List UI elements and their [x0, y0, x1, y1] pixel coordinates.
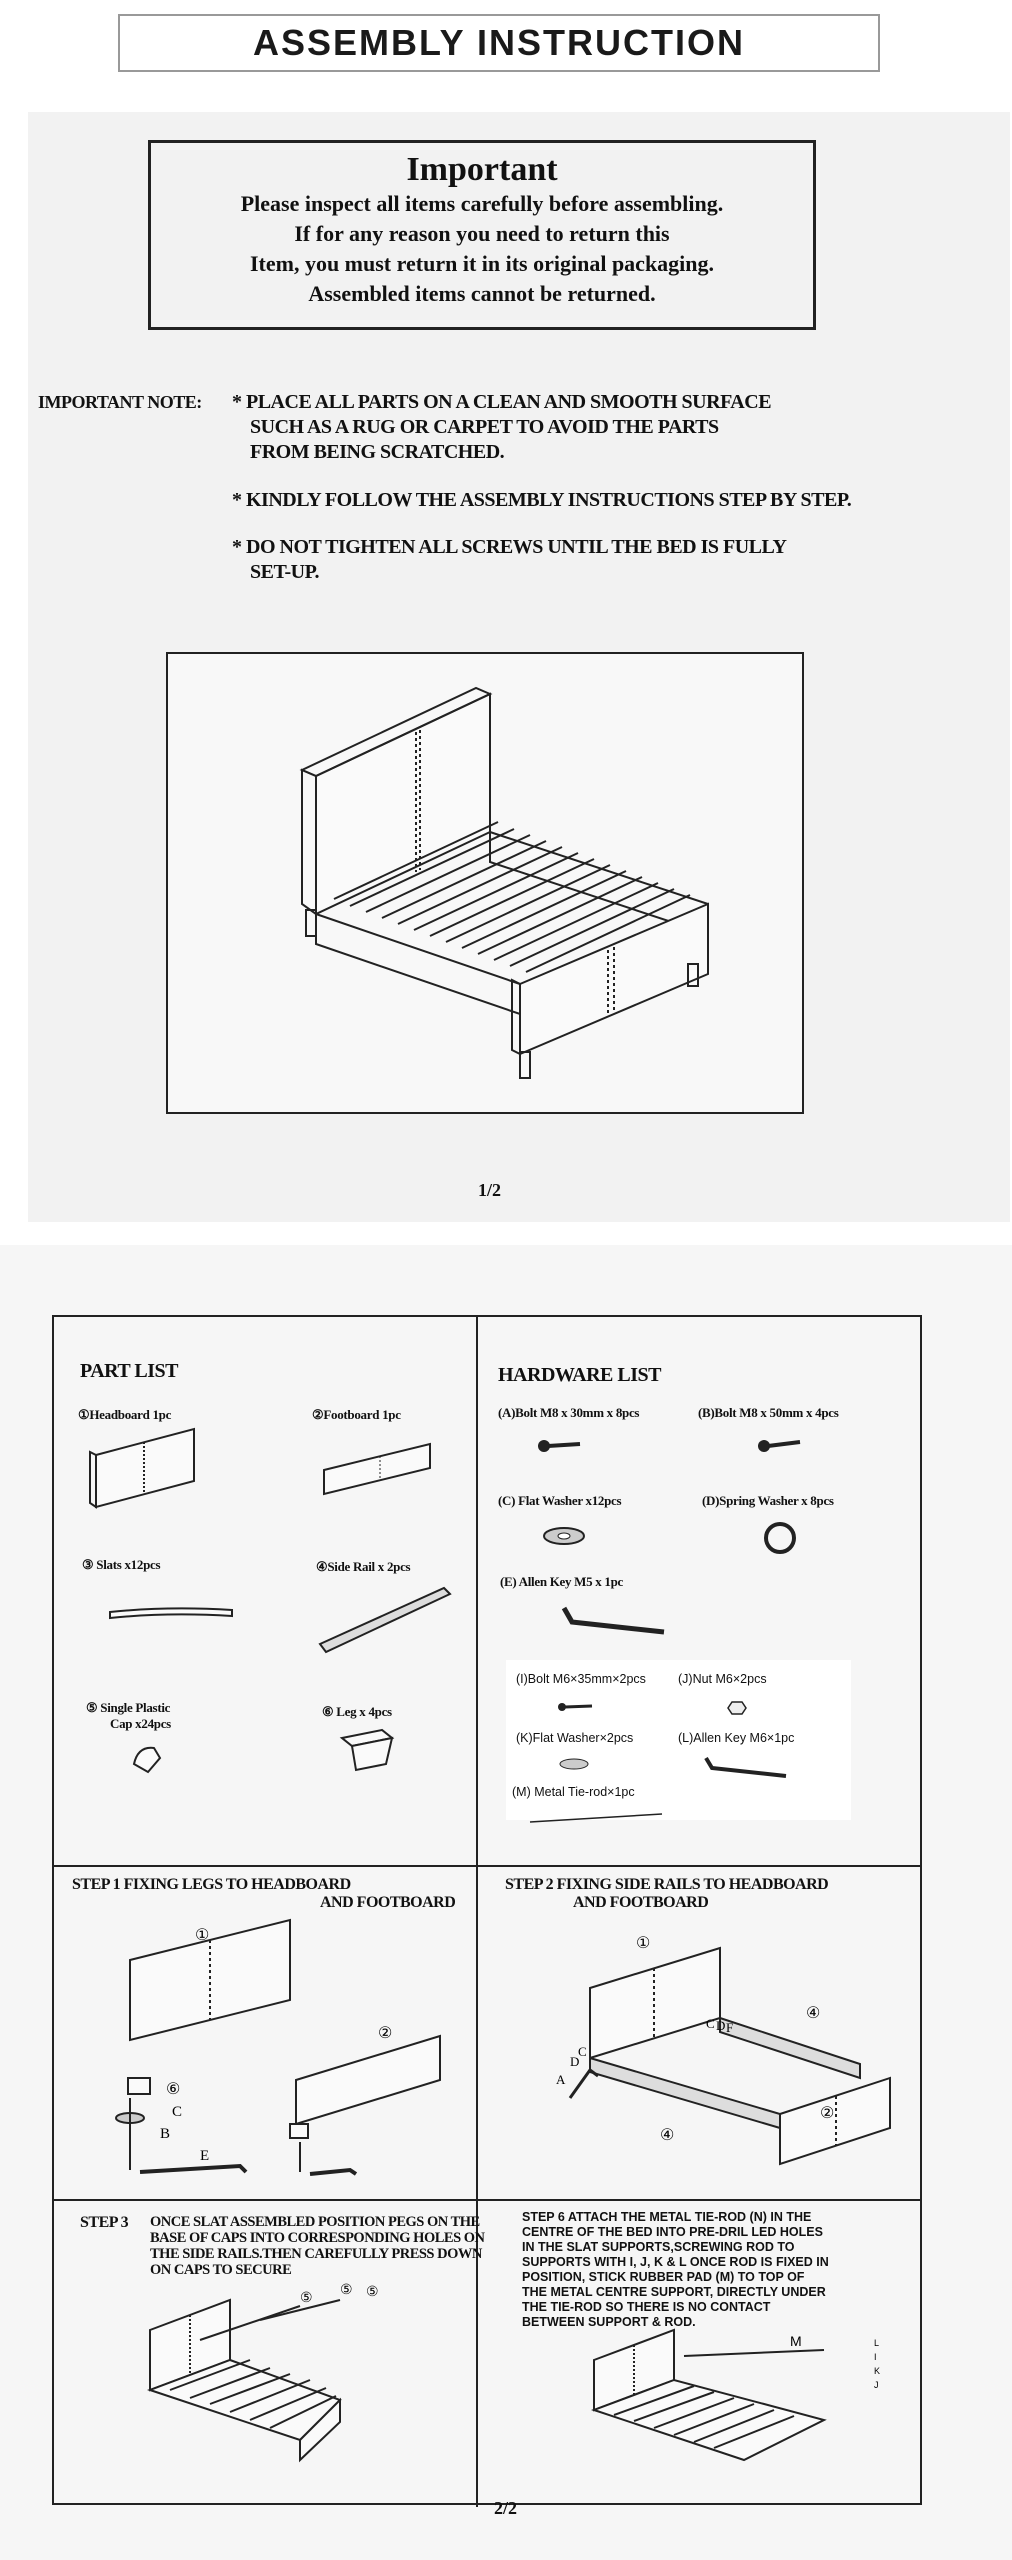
important-line: Assembled items cannot be returned.	[308, 281, 656, 306]
part-footboard-label: ②Footboard 1pc	[312, 1407, 401, 1422]
callout-i: I	[874, 2352, 877, 2362]
note-line: * PLACE ALL PARTS ON A CLEAN AND SMOOTH SURFACE	[232, 391, 772, 413]
step-2-illustration	[530, 1918, 910, 2188]
slat-icon	[108, 1604, 238, 1624]
step-6-text	[522, 2210, 829, 2330]
step-1-illustration	[100, 1910, 480, 2180]
step-3-illustration	[140, 2280, 440, 2460]
note-line: SET-UP.	[250, 561, 319, 583]
important-heading: Important	[406, 151, 558, 188]
step-2-line: STEP 2 FIXING SIDE RAILS TO HEADBOARD	[505, 1876, 829, 1893]
part-headboard-label: ①Headboard 1pc	[78, 1407, 172, 1422]
step-1-line: AND FOOTBOARD	[320, 1894, 456, 1911]
part-cap-line: ⑤ Single Plastic	[86, 1700, 171, 1715]
step-3-line: ON CAPS TO SECURE	[150, 2262, 292, 2278]
part-cap-line: Cap x24pcs	[110, 1716, 171, 1731]
step-6-line: IN THE SLAT SUPPORTS,SCREWING ROD TO	[522, 2240, 795, 2254]
note-line: * DO NOT TIGHTEN ALL SCREWS UNTIL THE BED IS FULLY	[232, 536, 787, 558]
callout-1: ①	[195, 1927, 210, 1944]
callout-m: M	[790, 2333, 802, 2349]
callout-4: ④	[806, 2005, 821, 2022]
leg-icon	[338, 1724, 398, 1774]
step-6-line: STEP 6 ATTACH THE METAL TIE-ROD (N) IN THE	[522, 2210, 812, 2224]
part-cap-label	[86, 1700, 171, 1732]
callout-c: C	[706, 2016, 715, 2031]
headboard-icon	[90, 1425, 210, 1515]
step-6-line: CENTRE OF THE BED INTO PRE-DRIL LED HOLES	[522, 2225, 823, 2239]
step-3-text	[150, 2214, 485, 2278]
step-3-label: STEP 3	[80, 2214, 129, 2231]
hardware-k-label: (K)Flat Washer×2pcs	[516, 1731, 634, 1745]
step-6-line: SUPPORTS WITH I, J, K & L ONCE ROD IS FIXED IN	[522, 2255, 829, 2269]
tie-rod-icon	[528, 1808, 668, 1828]
bed-illustration-frame	[166, 652, 804, 1114]
note-line: FROM BEING SCRATCHED.	[250, 441, 505, 463]
allen-key-icon	[560, 1604, 670, 1634]
hardware-a-label: (A)Bolt M8 x 30mm x 8pcs	[498, 1405, 640, 1420]
callout-f: F	[726, 2020, 734, 2035]
step-6-line: THE METAL CENTRE SUPPORT, DIRECTLY UNDER	[522, 2285, 826, 2299]
hardware-e-label: (E) Allen Key M5 x 1pc	[500, 1574, 624, 1589]
callout-6: ⑥	[166, 2081, 181, 2098]
callout-l: L	[874, 2338, 880, 2348]
callout-5: ⑤	[300, 2291, 313, 2306]
hardware-m-label: (M) Metal Tie-rod×1pc	[512, 1785, 635, 1799]
grid-divider	[54, 2199, 920, 2201]
callout-e: E	[200, 2148, 210, 2164]
step-6-line: POSITION, STICK RUBBER PAD (M) TO TOP OF	[522, 2270, 805, 2284]
hardware-j-label: (J)Nut M6×2pcs	[678, 1672, 767, 1686]
part-leg-label: ⑥ Leg x 4pcs	[322, 1704, 392, 1719]
important-line: Item, you must return it in its original packaging.	[249, 251, 715, 276]
step-1-title	[72, 1876, 455, 1912]
step-2-title	[505, 1876, 828, 1912]
part-slats-label: ③ Slats x12pcs	[82, 1557, 161, 1572]
hardware-b-label: (B)Bolt M8 x 50mm x 4pcs	[698, 1405, 839, 1420]
plastic-cap-icon	[128, 1740, 168, 1780]
callout-k: K	[874, 2366, 881, 2376]
allen-key-l-icon	[702, 1754, 792, 1780]
callout-d: D	[570, 2054, 580, 2069]
bed-illustration	[168, 654, 802, 1112]
callout-c: C	[578, 2044, 587, 2059]
note-item-2: * KINDLY FOLLOW THE ASSEMBLY INSTRUCTIONS STEP BY STEP.	[232, 489, 852, 511]
step-3-line: BASE OF CAPS INTO CORRESPONDING HOLES ON	[150, 2230, 485, 2246]
step-6-illustration	[584, 2320, 884, 2470]
page-number: 2/2	[494, 2498, 518, 2518]
step-3-line: ONCE SLAT ASSEMBLED POSITION PEGS ON THE	[150, 2214, 480, 2230]
flat-washer-icon	[540, 1524, 590, 1548]
note-line: SUCH AS A RUG OR CARPET TO AVOID THE PARTS	[250, 416, 719, 438]
hardware-c-label: (C) Flat Washer x12pcs	[498, 1493, 622, 1508]
important-line: If for any reason you need to return this	[294, 221, 670, 246]
hardware-list-title: HARDWARE LIST	[498, 1364, 661, 1386]
callout-1: ①	[636, 1935, 651, 1952]
footboard-icon	[320, 1440, 440, 1500]
callout-5: ⑤	[340, 2283, 353, 2298]
spring-washer-icon	[760, 1518, 800, 1558]
step-1-line: STEP 1 FIXING LEGS TO HEADBOARD	[72, 1876, 351, 1893]
bolt-i-icon	[556, 1700, 596, 1714]
grid-divider	[54, 1865, 920, 1867]
note-item-3	[232, 535, 786, 585]
page-number: 1/2	[478, 1180, 502, 1200]
note-item-1	[232, 390, 771, 465]
step-3-line: THE SIDE RAILS.THEN CAREFULLY PRESS DOWN	[150, 2246, 482, 2262]
bolt-b-icon	[756, 1436, 806, 1456]
step-2-line: AND FOOTBOARD	[573, 1894, 709, 1911]
callout-2: ②	[378, 2025, 393, 2042]
callout-d: D	[716, 2018, 726, 2033]
callout-a: A	[556, 2072, 566, 2087]
part-list-title: PART LIST	[80, 1360, 178, 1382]
side-rail-icon	[316, 1582, 456, 1662]
hardware-l-label: (L)Allen Key M6×1pc	[678, 1731, 795, 1745]
important-note-label: IMPORTANT NOTE:	[38, 392, 202, 412]
flat-washer-k-icon	[556, 1756, 592, 1772]
important-box	[148, 140, 816, 330]
step-6-line: THE TIE-ROD SO THERE IS NO CONTACT	[522, 2300, 771, 2314]
step-6-line: BETWEEN SUPPORT & ROD.	[522, 2315, 696, 2329]
callout-4: ④	[660, 2127, 675, 2144]
nut-j-icon	[728, 1700, 748, 1716]
important-line: Please inspect all items carefully before assembling.	[240, 191, 724, 216]
bolt-a-icon	[536, 1436, 586, 1456]
callout-5: ⑤	[366, 2285, 379, 2300]
part-side-rail-label: ④Side Rail x 2pcs	[316, 1559, 411, 1574]
hardware-d-label: (D)Spring Washer x 8pcs	[702, 1493, 834, 1508]
hardware-i-label: (I)Bolt M6×35mm×2pcs	[516, 1672, 646, 1686]
document-title: ASSEMBLY INSTRUCTION	[118, 14, 880, 72]
callout-2: ②	[820, 2105, 835, 2122]
callout-j: J	[874, 2380, 879, 2390]
callout-c: C	[172, 2104, 183, 2120]
callout-b: B	[160, 2126, 171, 2142]
